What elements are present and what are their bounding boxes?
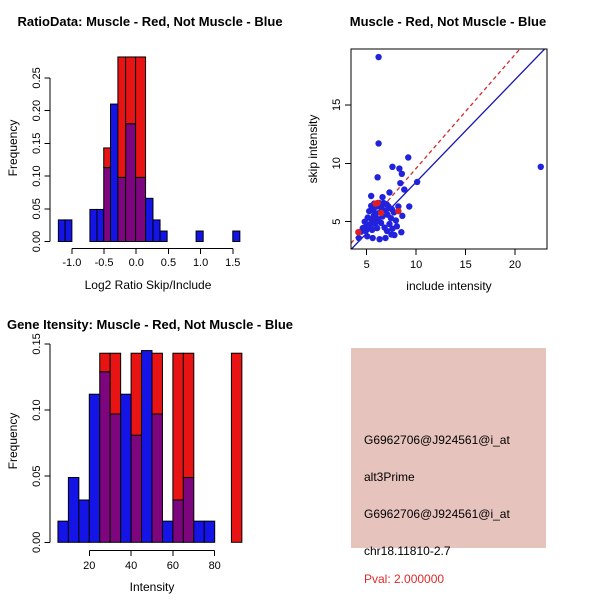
scatter-content xyxy=(351,47,547,250)
y-tick-label: 10 xyxy=(331,157,343,170)
x-axis-label: Intensity xyxy=(129,580,175,594)
histogram-bar xyxy=(136,57,146,177)
y-tick-label: 5 xyxy=(331,218,343,225)
chart-title: RatioData: Muscle - Red, Not Muscle - Blue xyxy=(17,14,283,29)
scatter-point xyxy=(375,140,381,146)
histogram-bar xyxy=(162,521,172,542)
histogram-bar xyxy=(146,198,153,241)
histogram-bar xyxy=(196,231,203,241)
histogram-bar xyxy=(131,353,141,435)
x-tick-label: 1.5 xyxy=(225,257,241,269)
x-tick-label: 20 xyxy=(508,259,522,271)
histogram-bar xyxy=(152,414,162,542)
y-tick-label: 0.00 xyxy=(31,531,43,554)
x-tick-label: 0.5 xyxy=(160,257,177,269)
scatter-point xyxy=(379,194,385,200)
histogram-bar xyxy=(58,220,65,242)
scatter-point xyxy=(375,54,381,60)
panel-gene-intensity-histogram xyxy=(0,300,300,600)
scatter-point xyxy=(378,210,384,216)
scatter-point xyxy=(395,208,401,214)
ratio-histogram-chart xyxy=(0,0,300,300)
histogram-bar xyxy=(126,57,136,124)
scatter-point xyxy=(369,235,375,241)
histogram-bar xyxy=(118,177,126,241)
scatter-point xyxy=(391,232,397,238)
splice-type-text: alt3Prime xyxy=(364,470,415,484)
scatter-point xyxy=(398,229,404,235)
histogram-bar xyxy=(118,57,126,177)
y-tick-label: 0.10 xyxy=(31,165,43,187)
x-tick-label: 40 xyxy=(124,560,138,572)
scatter-point xyxy=(355,229,361,235)
gene-histogram-plot-area xyxy=(31,333,242,572)
y-tick-label: 0.00 xyxy=(31,230,43,253)
x-axis-label: Log2 Ratio Skip/Include xyxy=(84,278,212,292)
histogram-bar xyxy=(110,353,120,414)
scatter-point xyxy=(397,180,403,186)
histogram-bar xyxy=(152,353,162,414)
histogram-bars xyxy=(58,57,239,242)
scatter-point xyxy=(374,225,380,231)
histogram-bars xyxy=(58,351,242,543)
x-tick-label: -1.0 xyxy=(62,257,82,269)
histogram-bar xyxy=(104,168,111,242)
y-tick-label: 0.10 xyxy=(31,399,43,421)
panel-ratio-histogram xyxy=(0,0,300,300)
histogram-bar xyxy=(231,353,241,542)
histogram-bar xyxy=(121,394,131,542)
x-tick-label: 15 xyxy=(459,259,472,271)
y-tick-label: 0.15 xyxy=(31,132,43,155)
histogram-bar xyxy=(233,231,240,241)
histogram-bar xyxy=(97,209,104,241)
histogram-bar xyxy=(110,104,117,241)
scatter-point xyxy=(364,233,370,239)
scatter-point xyxy=(394,223,400,229)
x-tick-label: 1.0 xyxy=(192,257,209,269)
scatter-point xyxy=(368,193,374,199)
scatter-plot-area xyxy=(331,47,547,271)
y-axis-label: Frequency xyxy=(6,119,20,177)
gene-id-text: G6962706@J924561@i_at xyxy=(364,507,510,521)
x-tick-label: 10 xyxy=(410,259,423,271)
y-tick-label: 0.25 xyxy=(31,67,43,89)
scatter-point xyxy=(386,189,392,195)
scatter-point xyxy=(356,235,362,241)
intensity-scatter-chart xyxy=(300,0,600,300)
scatter-point xyxy=(389,164,395,170)
scatter-point xyxy=(374,174,380,180)
y-axis-label: skip intensity xyxy=(306,114,320,184)
x-tick-label: 20 xyxy=(83,560,96,572)
histogram-bar xyxy=(173,353,183,500)
y-tick-label: 0.15 xyxy=(31,333,43,355)
chart-title: Muscle - Red, Not Muscle - Blue xyxy=(349,14,547,29)
y-axis-label: Frequency xyxy=(6,412,20,470)
probe-id-text: G6962706@J924561@i_at xyxy=(364,433,510,447)
histogram-bar xyxy=(183,353,193,477)
scatter-point xyxy=(406,203,412,209)
histogram-bar xyxy=(136,177,146,241)
histogram-bar xyxy=(79,500,89,542)
histogram-bar xyxy=(104,148,111,168)
x-tick-label: 80 xyxy=(208,560,221,572)
locus-text: chr18.11810-2.7 xyxy=(364,544,451,558)
scatter-point xyxy=(393,217,399,223)
x-axis-label: include intensity xyxy=(406,279,492,293)
histogram-bar xyxy=(194,521,204,542)
histogram-bar xyxy=(100,372,110,543)
scatter-point xyxy=(538,164,544,170)
histogram-bar xyxy=(89,394,99,542)
y-tick-label: 15 xyxy=(331,98,343,112)
y-tick-label: 0.05 xyxy=(31,198,43,220)
histogram-bar xyxy=(131,435,141,542)
histogram-bar xyxy=(153,220,160,242)
histogram-bar xyxy=(58,521,68,542)
scatter-point xyxy=(414,179,420,185)
scatter-point xyxy=(374,200,380,206)
x-tick-label: 60 xyxy=(166,560,180,572)
histogram-bar xyxy=(68,478,78,543)
histogram-bar xyxy=(160,231,167,241)
panel-intensity-scatter xyxy=(300,0,600,300)
ratio-histogram-plot-area xyxy=(31,57,240,269)
histogram-bar xyxy=(204,521,214,542)
scatter-point xyxy=(401,186,407,192)
gene-intensity-histogram-chart xyxy=(0,300,300,600)
histogram-bar xyxy=(65,220,72,242)
histogram-bar xyxy=(183,478,193,543)
chart-title: Gene Itensity: Muscle - Red, Not Muscle - Blue xyxy=(6,317,294,332)
x-tick-label: 0.0 xyxy=(128,257,144,269)
x-tick-label: 5 xyxy=(363,259,370,271)
histogram-bar xyxy=(173,500,183,542)
y-tick-label: 0.20 xyxy=(31,99,43,122)
pval-text: Pval: 2.000000 xyxy=(364,572,445,586)
histogram-bar xyxy=(100,353,110,372)
histogram-bar xyxy=(90,209,97,241)
panel-gene-info xyxy=(300,300,600,600)
scatter-point xyxy=(405,154,411,160)
histogram-bar xyxy=(142,351,152,543)
scatter-point xyxy=(399,171,405,177)
y-tick-label: 0.05 xyxy=(31,465,43,487)
scatter-point xyxy=(376,236,382,242)
scatter-point xyxy=(382,235,388,241)
histogram-bar xyxy=(110,414,120,542)
gene-info-box xyxy=(351,348,546,586)
histogram-bar xyxy=(126,124,136,242)
x-tick-label: -0.5 xyxy=(94,257,114,269)
